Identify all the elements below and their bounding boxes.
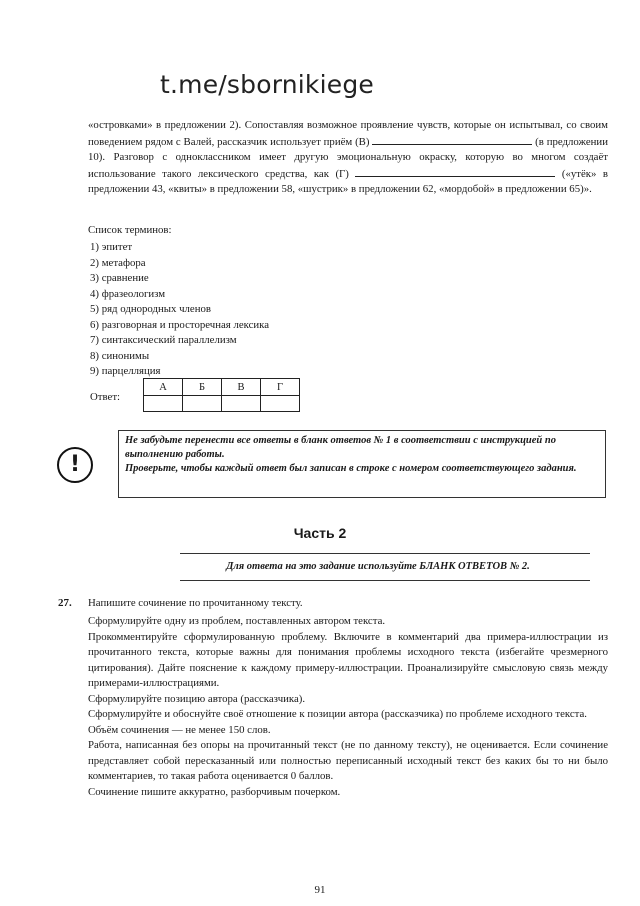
part-title: Часть 2 — [293, 525, 347, 541]
task-paragraph: Сформулируйте позицию автора (рассказчика). — [88, 692, 306, 705]
letter-g: (Г) — [335, 167, 349, 180]
task-paragraph: Сочинение пишите аккуратно, разборчивым почерком. — [88, 785, 341, 798]
task-paragraph: Объём сочинения — не менее 150 слов. — [88, 723, 271, 736]
divider-line — [180, 553, 590, 554]
answer-col-g: Г — [261, 379, 300, 396]
task-body — [88, 614, 608, 800]
letter-b: (В) — [355, 135, 370, 148]
task-title: Напишите сочинение по прочитанному тексту. — [88, 597, 303, 609]
term-item: 1) эпитет — [90, 241, 133, 253]
continuation-text-3: («утёк» в предложении 43, «квиты» в предложении 58, «шустрик» в предложении 62, «мордобой» в предложении 65)». — [88, 167, 609, 195]
task-paragraph: Сформулируйте одну из проблем, поставленных автором текста. — [88, 615, 386, 627]
part-note: Для ответа на это задание используйте БЛАНК ОТВЕТОВ № 2. — [226, 561, 530, 572]
term-item: 4) фразеологизм — [90, 287, 166, 300]
term-item: 9) парцелляция — [90, 365, 161, 377]
answer-cell-b[interactable] — [183, 396, 222, 412]
task-paragraph: Прокомментируйте сформулированную проблему. Включите в комментарий два примера-иллюстрации из прочитанного текста, которые важны для понимания проблемы исходного текста (избегайте чрезмерного цитирования). Дайте пояснение к каждому примеру-иллюстрации. Проанализируйте смысловую связь между примерами-иллюстрациями. — [88, 630, 608, 689]
answer-col-a: А — [144, 379, 183, 396]
terms-title: Список терминов: — [88, 224, 172, 236]
watermark-link: t.me/sbornikiege — [160, 70, 374, 99]
blank-g — [355, 166, 555, 177]
exclamation-icon: ! — [57, 447, 93, 483]
terms-list — [90, 240, 269, 380]
answer-cell-v[interactable] — [222, 396, 261, 412]
page-number: 91 — [314, 884, 326, 896]
notice-line-2: Проверьте, чтобы каждый ответ был записан в строке с номером соответствующего задания. — [125, 463, 577, 474]
answer-table — [143, 378, 300, 412]
task-number: 27. — [58, 597, 72, 609]
blank-b — [372, 134, 532, 145]
notice-box — [118, 430, 606, 498]
term-item: 8) синонимы — [90, 349, 150, 362]
answer-col-v: В — [222, 379, 261, 396]
term-item: 2) метафора — [90, 256, 146, 269]
task-paragraph: Сформулируйте и обоснуйте своё отношение к позиции автора (рассказчика) по проблеме исходного текста. — [88, 708, 587, 720]
term-item: 3) сравнение — [90, 272, 149, 284]
continuation-text-2: (в предложении 10). Разговор с одноклассником имеет другую эмоциональную окраску, которую во многом создаёт использование такого лексического средства, как — [88, 135, 608, 180]
task-paragraph: Работа, написанная без опоры на прочитанный текст (не по данному тексту), не оценивается. Если сочинение представляет собой пересказанный или полностью переписанный исходный текст без каких бы то ни было комментариев, то такая работа оценивается 0 баллов. — [88, 739, 608, 782]
answer-col-b: Б — [183, 379, 222, 396]
answer-cell-a[interactable] — [144, 396, 183, 412]
answer-label: Ответ: — [90, 391, 121, 403]
term-item: 7) синтаксический параллелизм — [90, 334, 237, 346]
divider-line — [180, 580, 590, 581]
term-item: 5) ряд однородных членов — [90, 303, 212, 315]
task-continuation-text — [88, 118, 608, 198]
answer-cell-g[interactable] — [261, 396, 300, 412]
notice-line-1: Не забудьте перенести все ответы в бланк ответов № 1 в соответствии с инструкцией по выполнению работы. — [125, 435, 556, 460]
continuation-text-1: «островками» в предложении 2). Сопоставляя возможное проявление чувств, которые он испытывал, со своим поведением рядом с Валей, рассказчик использует приём — [88, 119, 608, 148]
term-item: 6) разговорная и просторечная лексика — [90, 318, 270, 331]
